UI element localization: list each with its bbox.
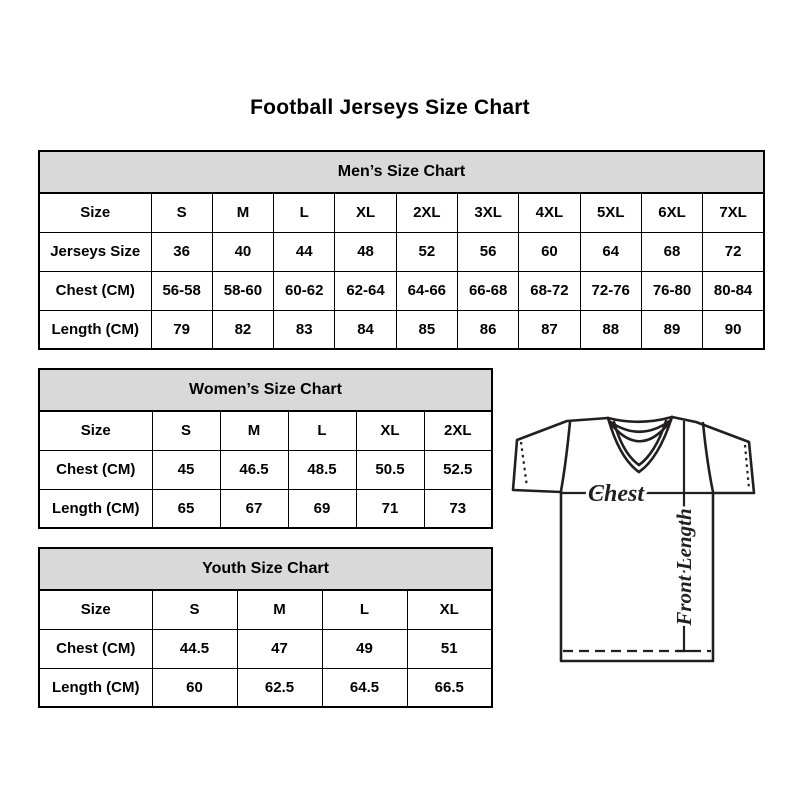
- right-cuff-stitch-line: [745, 445, 749, 489]
- table-cell: 2XL: [396, 193, 457, 232]
- table-cell: 72: [703, 232, 764, 271]
- table-row: [39, 450, 492, 489]
- page-title: Football Jerseys Size Chart: [250, 96, 530, 119]
- table-cell: 56-58: [151, 271, 212, 310]
- table-cell: 46.5: [220, 450, 288, 489]
- table-cell: 44.5: [152, 629, 237, 668]
- table-row: [39, 271, 764, 310]
- row-label: Chest (CM): [39, 629, 152, 668]
- table-cell: 71: [356, 489, 424, 528]
- table-cell: 47: [237, 629, 322, 668]
- table-cell: M: [237, 590, 322, 629]
- table-cell: 6XL: [641, 193, 702, 232]
- table-cell: 88: [580, 310, 641, 349]
- table-row: [39, 668, 492, 707]
- row-label: Size: [39, 411, 152, 450]
- table-cell: 85: [396, 310, 457, 349]
- table-cell: 52.5: [424, 450, 492, 489]
- table-row: [39, 232, 764, 271]
- chest-label: Chest: [587, 481, 645, 507]
- table-cell: 50.5: [356, 450, 424, 489]
- table-row: [39, 193, 764, 232]
- table-row: [39, 489, 492, 528]
- table-cell: S: [152, 590, 237, 629]
- jersey-measurement-diagram: [500, 391, 772, 683]
- table-cell: 73: [424, 489, 492, 528]
- table-cell: M: [220, 411, 288, 450]
- table-cell: 80-84: [703, 271, 764, 310]
- table-cell: 86: [457, 310, 518, 349]
- row-label: Length (CM): [39, 310, 151, 349]
- table-cell: L: [288, 411, 356, 450]
- row-label: Length (CM): [39, 668, 152, 707]
- table-cell: 3XL: [457, 193, 518, 232]
- womens-size-table: [38, 368, 493, 529]
- table-cell: XL: [356, 411, 424, 450]
- measurement-lines: [521, 421, 749, 651]
- row-label: Chest (CM): [39, 450, 152, 489]
- table-cell: 67: [220, 489, 288, 528]
- table-cell: M: [212, 193, 273, 232]
- table-cell: 40: [212, 232, 273, 271]
- table-cell: S: [152, 411, 220, 450]
- table-cell: 4XL: [519, 193, 580, 232]
- table-cell: 82: [212, 310, 273, 349]
- table-cell: 58-60: [212, 271, 273, 310]
- youth-size-table: [38, 547, 493, 708]
- youth-table-title: Youth Size Chart: [39, 548, 492, 590]
- table-cell: 84: [335, 310, 396, 349]
- table-row: [39, 629, 492, 668]
- table-cell: 49: [322, 629, 407, 668]
- men-table-title: Men’s Size Chart: [39, 151, 764, 193]
- table-cell: 2XL: [424, 411, 492, 450]
- row-label: Jerseys Size: [39, 232, 151, 271]
- table-cell: 44: [274, 232, 335, 271]
- row-label: Chest (CM): [39, 271, 151, 310]
- table-cell: 36: [151, 232, 212, 271]
- table-cell: 89: [641, 310, 702, 349]
- table-cell: 52: [396, 232, 457, 271]
- table-cell: 65: [152, 489, 220, 528]
- jersey-illustration: [500, 391, 772, 683]
- row-label: Size: [39, 193, 151, 232]
- table-cell: XL: [407, 590, 492, 629]
- jersey-outline: [513, 417, 754, 661]
- table-row: [39, 411, 492, 450]
- table-cell: 56: [457, 232, 518, 271]
- table-cell: 51: [407, 629, 492, 668]
- front-length-label: Front Length: [672, 508, 696, 626]
- table-cell: 60-62: [274, 271, 335, 310]
- table-cell: 62.5: [237, 668, 322, 707]
- table-cell: 48.5: [288, 450, 356, 489]
- table-cell: 48: [335, 232, 396, 271]
- table-cell: S: [151, 193, 212, 232]
- row-label: Length (CM): [39, 489, 152, 528]
- table-cell: 7XL: [703, 193, 764, 232]
- table-cell: 72-76: [580, 271, 641, 310]
- table-row: [39, 590, 492, 629]
- table-row: [39, 310, 764, 349]
- women-table-title: Women’s Size Chart: [39, 369, 492, 411]
- row-label: Size: [39, 590, 152, 629]
- table-cell: L: [322, 590, 407, 629]
- table-cell: 66-68: [457, 271, 518, 310]
- left-cuff-stitch-line: [521, 442, 527, 487]
- table-cell: 69: [288, 489, 356, 528]
- table-cell: XL: [335, 193, 396, 232]
- table-cell: 64-66: [396, 271, 457, 310]
- table-cell: 60: [519, 232, 580, 271]
- table-cell: 79: [151, 310, 212, 349]
- table-cell: 66.5: [407, 668, 492, 707]
- table-cell: 5XL: [580, 193, 641, 232]
- table-cell: 90: [703, 310, 764, 349]
- table-cell: 68: [641, 232, 702, 271]
- table-cell: 76-80: [641, 271, 702, 310]
- table-cell: 64.5: [322, 668, 407, 707]
- mens-size-table: [38, 150, 765, 350]
- table-cell: 83: [274, 310, 335, 349]
- table-cell: 62-64: [335, 271, 396, 310]
- table-cell: L: [274, 193, 335, 232]
- table-cell: 68-72: [519, 271, 580, 310]
- table-cell: 87: [519, 310, 580, 349]
- table-cell: 64: [580, 232, 641, 271]
- table-cell: 60: [152, 668, 237, 707]
- table-cell: 45: [152, 450, 220, 489]
